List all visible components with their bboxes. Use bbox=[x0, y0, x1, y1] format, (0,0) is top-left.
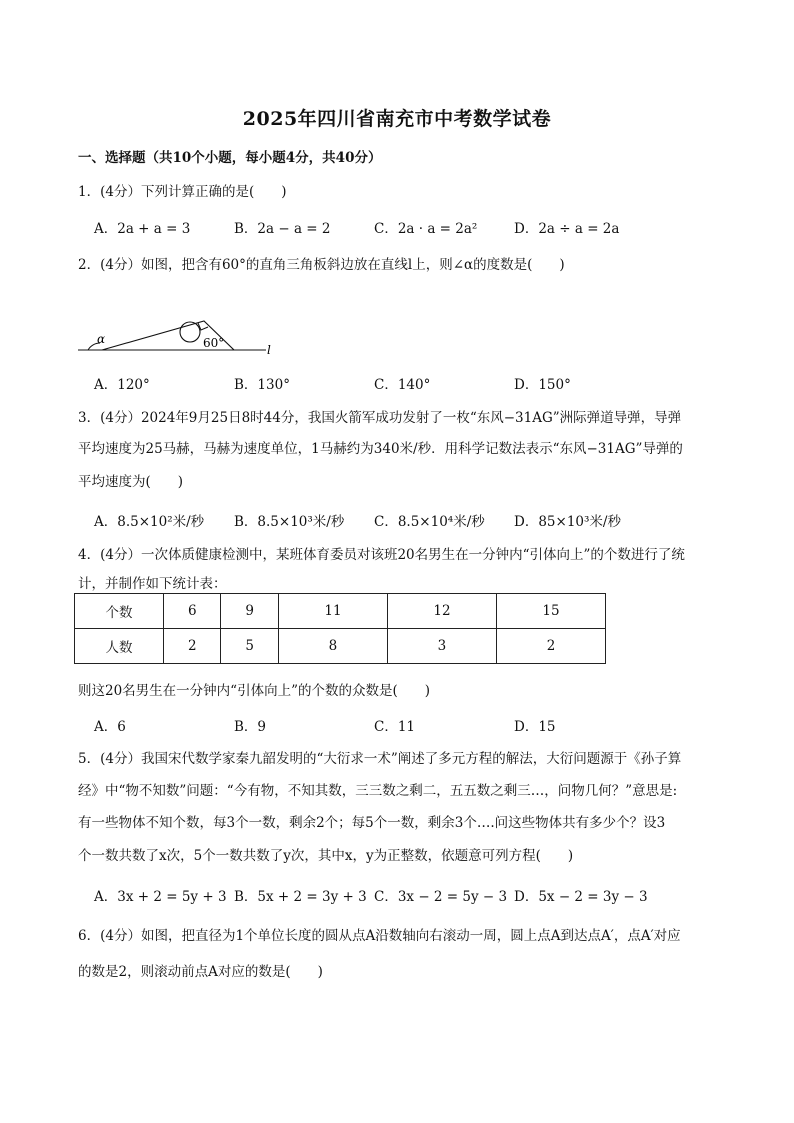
option-c[interactable]: C．140° bbox=[374, 377, 431, 393]
table-cell: 11 bbox=[278, 594, 387, 629]
option-b[interactable]: B．8.5×10³米/秒 bbox=[234, 514, 345, 530]
question-5-line-4: 个一数共数了x次，5个一数共数了y次，其中x，y为正整数，依题意可列方程( ) bbox=[78, 848, 574, 864]
option-d[interactable]: D．85×10³米/秒 bbox=[514, 514, 621, 530]
question-5-line-2: 经》中“物不知数”问题：“今有物，不知其数，三三数之剩二，五五数之剩三…，问物几何？”意思是: bbox=[78, 783, 678, 799]
table-cell: 个数 bbox=[75, 594, 164, 629]
option-c[interactable]: C．11 bbox=[374, 719, 416, 735]
question-6-line-1: 6．(4分）如图，把直径为1个单位长度的圆从点A沿数轴向右滚动一周，圆上点A到达点A′，点A′对应 bbox=[78, 928, 681, 944]
option-a[interactable]: A．6 bbox=[94, 719, 126, 735]
option-b[interactable]: B．130° bbox=[234, 377, 290, 393]
table-cell: 2 bbox=[164, 629, 221, 664]
page-title: 2025年四川省南充市中考数学试卷 bbox=[242, 108, 552, 130]
option-c[interactable]: C．2a · a = 2a² bbox=[374, 221, 478, 237]
question-3-line-3: 平均速度为( ) bbox=[78, 474, 184, 490]
angle-label: 60° bbox=[203, 336, 225, 350]
table-cell: 9 bbox=[221, 594, 278, 629]
line-label: l bbox=[267, 343, 271, 357]
table-cell: 15 bbox=[496, 594, 605, 629]
table-row bbox=[75, 629, 606, 664]
question-4-options bbox=[94, 715, 654, 735]
table-row bbox=[75, 594, 606, 629]
question-3-options bbox=[94, 510, 654, 530]
option-d[interactable]: D．5x − 2 = 3y − 3 bbox=[514, 889, 648, 905]
table-cell: 2 bbox=[496, 629, 605, 664]
question-6-line-2: 的数是2，则滚动前点A对应的数是( ) bbox=[78, 964, 323, 980]
table-cell: 6 bbox=[164, 594, 221, 629]
option-b[interactable]: B．9 bbox=[234, 719, 267, 735]
option-a[interactable]: A．3x + 2 = 5y + 3 bbox=[94, 889, 227, 905]
table-cell: 3 bbox=[387, 629, 496, 664]
option-a[interactable]: A．2a + a = 3 bbox=[94, 221, 191, 237]
option-b[interactable]: B．5x + 2 = 3y + 3 bbox=[234, 889, 367, 905]
option-b[interactable]: B．2a − a = 2 bbox=[234, 221, 331, 237]
question-2-options bbox=[94, 373, 654, 393]
table-cell: 人数 bbox=[75, 629, 164, 664]
question-4-line-3: 则这20名男生在一分钟内“引体向上”的个数的众数是( ) bbox=[78, 683, 431, 699]
alpha-label: α bbox=[97, 332, 106, 346]
question-3-line-2: 平均速度为25马赫，马赫为速度单位，1马赫约为340米/秒．用科学记数法表示“东风−31AG”导弹的 bbox=[78, 441, 683, 457]
option-a[interactable]: A．8.5×10²米/秒 bbox=[94, 514, 205, 530]
question-4-line-2: 计，并制作如下统计表： bbox=[78, 576, 227, 592]
question-1-options bbox=[94, 217, 654, 237]
question-3-line-1: 3．(4分）2024年9月25日8时44分，我国火箭军成功发射了一枚“东风−31AG”洲际弹道导弹，导弹 bbox=[78, 410, 682, 426]
option-a[interactable]: A．120° bbox=[94, 377, 150, 393]
table-cell: 12 bbox=[387, 594, 496, 629]
question-5-line-1: 5．(4分）我国宋代数学家秦九韶发明的“大衍求一术”阐述了多元方程的解法，大衍问题源于《孙子算 bbox=[78, 751, 682, 767]
triangle-figure bbox=[76, 316, 286, 360]
option-c[interactable]: C．3x − 2 = 5y − 3 bbox=[374, 889, 508, 905]
table-cell: 8 bbox=[278, 629, 387, 664]
question-2-stem: 2．(4分）如图，把含有60°的直角三角板斜边放在直线l上，则∠α的度数是( ) bbox=[78, 257, 565, 273]
option-c[interactable]: C．8.5×10⁴米/秒 bbox=[374, 514, 485, 530]
option-d[interactable]: D．15 bbox=[514, 719, 556, 735]
section-heading: 一、选择题（共10个小题，每小题4分，共40分） bbox=[78, 150, 382, 166]
question-1-stem: 1．(4分）下列计算正确的是( ) bbox=[78, 184, 287, 200]
question-5-options bbox=[94, 885, 654, 905]
option-d[interactable]: D．150° bbox=[514, 377, 571, 393]
question-5-line-3: 有一些物体不知个数，每3个一数，剩余2个；每5个一数，剩余3个….问这些物体共有多少个？设3 bbox=[78, 815, 666, 831]
table-cell: 5 bbox=[221, 629, 278, 664]
stats-table bbox=[74, 593, 606, 664]
question-4-line-1: 4．(4分）一次体质健康检测中，某班体育委员对该班20名男生在一分钟内“引体向上”的个数进行了统 bbox=[78, 547, 685, 563]
option-d[interactable]: D．2a ÷ a = 2a bbox=[514, 221, 620, 237]
